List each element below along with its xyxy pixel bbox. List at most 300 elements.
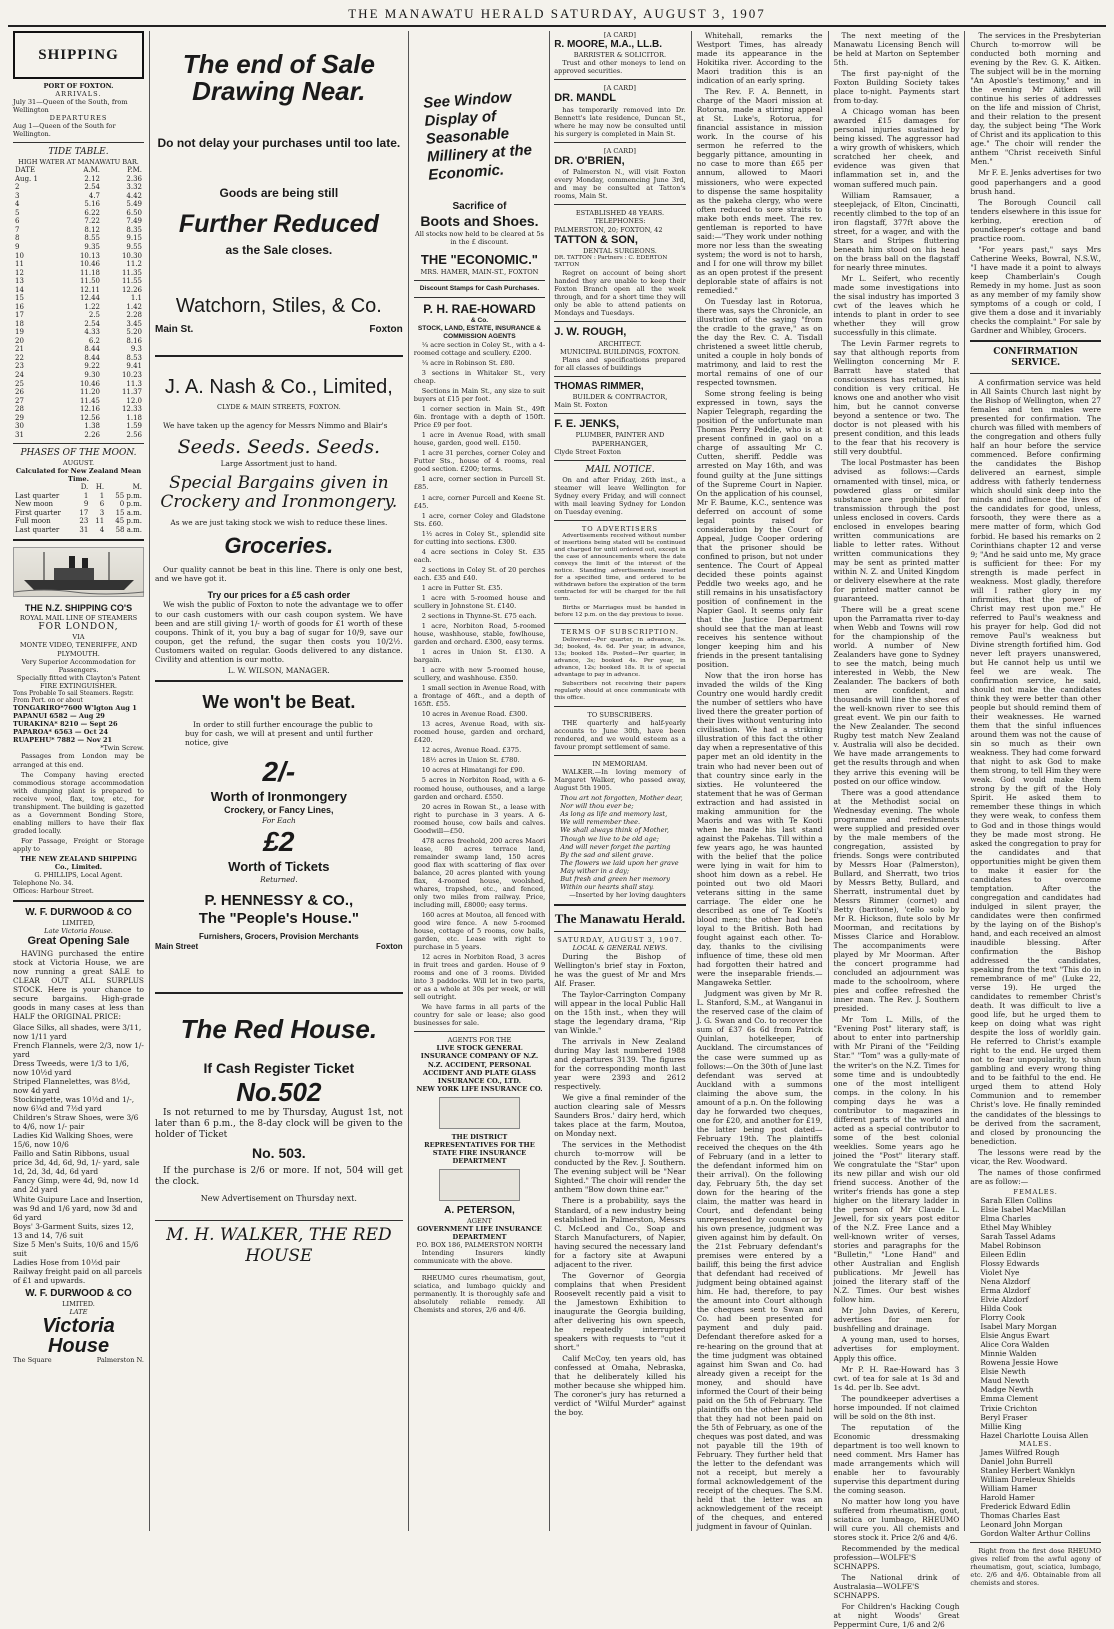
poem-line: The flowers we laid upon her grave xyxy=(560,858,679,867)
tide-row xyxy=(13,337,144,346)
tide-row xyxy=(13,311,144,320)
news-paragraph: Recommended by the medical profession—WOLFE'S SCHNAPPS. xyxy=(833,1544,960,1572)
worth-ironmongery: Worth of Ironmongery xyxy=(210,788,347,804)
listing-item: 3 sections in Whitaker St., very cheap. xyxy=(413,369,546,386)
jenks-addr: Clyde Street Foxton xyxy=(554,447,621,456)
tide-row xyxy=(13,405,144,414)
tide-date: 10 xyxy=(15,251,24,260)
poem-line: Thou art not forgotten, Mother dear, xyxy=(560,794,683,803)
herald-title: The Manawatu Herald. xyxy=(554,910,686,926)
news-paragraph: The services in the Methodist church to-morrow will be conducted by the Rev. J. Southern. The evening subject will be "Near Sighted." The choir will render the anthem "Bow down thine ear." xyxy=(554,1140,686,1195)
nz-shipping-sub2: FOR LONDON, xyxy=(38,622,119,633)
news-paragraph: Now that the iron horse has invaded the wilds of the King Country one would hardly credit the number of settlers who have lived there the greater portion of their lives without venturing into civilisation. We had a striking illustration of this fact the other day when a representative of this paper met an old identity in the train who had never been out of that country since early in the sixties. He volunteered the statement that he was of German extraction and had assisted in making ammunition for the Maoris and was with Te Kooti when he made his last stand against the Pakehas. Till within a few years ago, he was haunted with the belief that the police were lying in wait for him to shoot him down as a rebel. He pointed out two old Maori veterans sitting in the same carriage. The elder one he described as one of Te Kooti's blood men; the other had been loyal to the British. Both had fought against each other. To-day, thanks to the civilising influence of time, these old men had forgotten their hatred and were the inseparable friends.—Mangaweka Settler. xyxy=(696,671,823,988)
tide-pm: 2.36 xyxy=(126,174,142,183)
tide-date: 26 xyxy=(15,388,24,397)
tatton-name: TATTON & SON, xyxy=(554,233,638,246)
column-news-1 xyxy=(692,31,829,1531)
tide-col-header: A.M. xyxy=(83,166,101,175)
moon-value: 58 a.m. xyxy=(115,525,142,534)
tide-am: 8.12 xyxy=(84,225,101,234)
tide-pm: 9.55 xyxy=(126,243,142,251)
news-paragraph: Calif McCoy, ten years old, has confessed at Omaha, Nebraska, that he deliberately killed his mother because she whipped him. The coroner's jury has returned a verdict of "Wilful Murder" against the boy. xyxy=(554,1354,686,1418)
poem-line: But fresh and green her memory xyxy=(560,874,670,883)
confirmed-name: Stanley Herbert Wanklyn xyxy=(980,1465,1075,1475)
tide-pm: 9.3 xyxy=(130,345,142,354)
nash-name: J. A. Nash & Co., Limited, xyxy=(164,375,393,398)
listing-item: 1 acre in Futter St. £35. xyxy=(421,583,503,592)
listing-item: 1 corner section in Main St., 49ft 6in. frontage with a depth of 150ft. Price £9 per foot. xyxy=(413,405,546,430)
confirmed-name: Emma Clement xyxy=(980,1394,1038,1404)
tide-table xyxy=(13,166,144,439)
moon-value: 15 a.m. xyxy=(115,508,142,517)
confirmed-name: Madge Newth xyxy=(980,1385,1034,1395)
nz-via: VIA xyxy=(72,633,85,642)
confirmed-name: William Dureleux Shields xyxy=(980,1474,1076,1484)
confirmed-name: Florry Cook xyxy=(980,1313,1025,1323)
new-advertisement: New Advertisement on Thursday next. xyxy=(200,1194,357,1204)
moon-table xyxy=(13,483,144,534)
tide-am: 4.7 xyxy=(88,191,101,200)
hennessy-name: P. HENNESSY & CO., xyxy=(204,891,354,909)
tide-am: 1.38 xyxy=(84,422,101,431)
nz-text3: Passages from London may be arranged at this end. xyxy=(13,752,144,769)
news-paragraph: The reputation of the Economic dressmaking department is too well known to need comment. Mrs Hamer has made arrangements which will enable her to favourably supervise this department during the coming season. xyxy=(833,1422,960,1495)
listing-item: 18½ acres in Union St. £780. xyxy=(421,756,520,765)
confirmed-name: Ethel May Whibley xyxy=(980,1222,1052,1232)
moon-calc: Calculated for New Zealand Mean Time. xyxy=(15,467,142,484)
walker-red-house: M. H. WALKER, THE RED HOUSE xyxy=(155,1220,403,1266)
watchorn-name: Watchorn, Stiles, & Co. xyxy=(175,294,382,317)
poem-line: Though we live to be old age; xyxy=(560,834,659,843)
tide-pm: 1.42 xyxy=(126,302,142,311)
news-paragraph: Mr L. Seifert, who recently made some investigations into the sisal industry has imported 3 cwt of the leaves which he intends to plant in order to see whether they will grow successfully in this climate. xyxy=(833,273,960,337)
tide-row xyxy=(13,414,144,423)
listing-item: 1 acre in Avenue Road, with small house, garden, good well. £150. xyxy=(413,431,546,448)
opening-item: Glace Silks, all shades, were 3/11, now 1/11 yard xyxy=(13,1022,142,1041)
listing-item: 1 acre, corner Coley and Gladstone Sts. £60. xyxy=(413,511,546,528)
confirmed-name: William Hamer xyxy=(980,1483,1037,1493)
tatton-sub: DENTAL SURGEONS. xyxy=(583,246,657,255)
nz-sailing-row: PAPAROA* 6563 — Oct 24 xyxy=(13,728,109,737)
masthead: THE MANAWATU HERALD SATURDAY, AUGUST 3, 1907 xyxy=(8,6,1106,27)
nz-text1: Very Superior Accommodation for Passengers. xyxy=(21,657,136,674)
tide-col-header: P.M. xyxy=(127,166,142,175)
listing-item: 1 small section in Avenue Road, with a frontage of 46ft., and a depth of 165ft. £55. xyxy=(413,684,546,709)
rough-sub: ARCHITECT. xyxy=(598,339,642,348)
moon-value: 45 p.m. xyxy=(115,517,142,526)
poem-line: Within our hearts shall stay. xyxy=(560,882,654,891)
see-window-display: See Window Display of Seasonable Millinery at the Economic. xyxy=(422,88,533,184)
opening-item: Stockingette, was 10½d and 1/-, now 6¼d and 7½d yard xyxy=(13,1095,135,1114)
rimmer-sub: BUILDER & CONTRACTOR, xyxy=(572,393,668,401)
obrien-card: [A CARD] xyxy=(603,146,636,155)
tide-row xyxy=(13,294,144,303)
moon-col-header: D. xyxy=(80,483,89,492)
moon-value: 4 xyxy=(99,525,105,534)
peterson-agent: AGENT xyxy=(466,1216,492,1225)
tide-pm: 11.2 xyxy=(126,260,142,269)
moon-value: 11 xyxy=(95,517,105,526)
purchase-text: If the purchase is 2/6 or more. If not, 504 will get the clock. xyxy=(155,1166,403,1188)
column-shipping xyxy=(8,31,150,1531)
opening-item: Ladies Kid Walking Shoes, were 15/6, now 10/6 xyxy=(13,1131,134,1150)
terms-text: Delivered—Per quarter, in advance, 3s. 3d; booked, 4s. 6d. Per year, in advance, 13s; booked 18s. Posted—Per quarter, in advance, 3s; booked 4s. Per year, in advance, 12s; booked 18s. It is of special advantage to pay in advance. xyxy=(554,636,686,678)
tide-am: 11.45 xyxy=(79,396,101,405)
tide-am: 4.33 xyxy=(84,328,101,337)
news-paragraph: Whitehall, remarks the Westport Times, has already made its appearance in the Hokitika river. According to the Maori tradition this is an indication of an early spring. xyxy=(696,31,823,86)
listing-item: 1 acre, corner Purcell and Keene St. £45. xyxy=(413,493,546,510)
confirmation-heading: CONFIRMATION SERVICE. xyxy=(993,347,1079,368)
boots-shoes: Boots and Shoes. xyxy=(420,213,539,230)
listing-item: 5 acres in Norbiton Road, with a 6-roomed house, outhouses, and a large garden and orchard. £550. xyxy=(413,776,546,801)
moon-value: 1 xyxy=(99,491,105,500)
tide-date: 7 xyxy=(15,225,20,234)
accident-insurance: N.Z. ACCIDENT, PERSONAL ACCIDENT AND PLATE GLASS INSURANCE CO., LTD. xyxy=(422,1060,537,1085)
sacrifice-label: Sacrifice of xyxy=(452,201,507,212)
ticket-502: No.502 xyxy=(236,1076,322,1107)
durwood2-ltd: LIMITED. xyxy=(62,1300,95,1308)
tide-pm: 1.18 xyxy=(126,413,142,422)
tide-date: 5 xyxy=(15,208,20,217)
wont-beat-text: In order to still further encourage the public to buy for cash, we will at present and until further notice, give xyxy=(185,719,373,747)
advertisers-heading: TO ADVERTISERS xyxy=(581,524,658,533)
tide-date: 29 xyxy=(15,413,24,422)
tide-row xyxy=(13,397,144,406)
tide-date: 27 xyxy=(15,396,24,405)
tide-date: 31 xyxy=(15,430,24,439)
tide-pm: 8.16 xyxy=(126,336,142,345)
tide-date: 6 xyxy=(15,217,20,226)
local-news xyxy=(554,952,686,1418)
try-heading: Try our prices for a £5 cash order xyxy=(207,589,351,600)
moon-row xyxy=(13,509,144,518)
tide-date: 2 xyxy=(15,183,20,192)
moon-subheading: AUGUST. xyxy=(62,459,95,468)
nz-table-head: Tons Probable To sail Steamers. Regstr. From Port. on or about xyxy=(13,689,134,704)
tide-row xyxy=(13,277,144,286)
listing-item: 10 acres in Avenue Road. £300. xyxy=(421,710,528,719)
news-paragraph: William Ramsauer, a steeplejack, of Elton, Cincinatti, recently climbed to the top of an iron flagstaff, 377ft above the street, for a wager, and with the Stars and Stripes fluttering beneath him stood on his head on the brass ball on the flagstaff for nearly three minutes. xyxy=(833,190,960,272)
moon-row xyxy=(13,517,144,526)
tide-am: 9.22 xyxy=(84,362,101,371)
watchorn-main-st: Main St. xyxy=(155,324,194,336)
listing-item: 1 acre with 5-roomed house and scullery in Johnstone St. £140. xyxy=(413,593,546,610)
tide-am: 2.26 xyxy=(84,430,101,439)
tide-am: 8.44 xyxy=(84,345,101,354)
tide-pm: 3.32 xyxy=(126,183,142,192)
news-paragraph: The first pay-night of the Foxton Building Society takes place to-night. Payments start from to-day. xyxy=(833,69,960,106)
tide-am: 1.22 xyxy=(84,302,101,311)
confirmed-name: Erma Alzdorf xyxy=(980,1286,1031,1296)
live-stock-insurance: LIVE STOCK GENERAL INSURANCE COMPANY OF N.Z. xyxy=(420,1044,539,1061)
poem-line: We will remember thee. xyxy=(560,818,641,827)
confirmed-name: Violet Nye xyxy=(980,1268,1020,1278)
nz-text2: Specially fitted with Clayton's Patent FIRE EXTINGUISHER. xyxy=(16,673,141,690)
opening-item: Dress Tweeds, were 1/3 to 1/6, now 10½d yard xyxy=(13,1059,129,1078)
news-paragraph: The National drink of Australasia—WOLFE'S SCHNAPPS. xyxy=(833,1573,960,1601)
tide-date: 17 xyxy=(15,311,24,320)
herald-date: SATURDAY, AUGUST 3, 1907. xyxy=(557,935,683,944)
jenks-sub: PLUMBER, PAINTER AND PAPERHANGER, xyxy=(575,431,665,448)
tide-col-header: DATE xyxy=(15,166,36,175)
square-label: The Square xyxy=(13,1356,52,1365)
opening-sale-heading: Great Opening Sale xyxy=(27,935,130,948)
nz-agent: G. PHILLIPS, Local Agent. xyxy=(34,870,123,879)
moon-value: 9 xyxy=(83,500,89,509)
tide-pm: 12.0 xyxy=(126,396,142,405)
column-economic xyxy=(414,31,551,1531)
moon-col-header: M. xyxy=(132,483,142,492)
listing-item: ¼ acre section in Coley St., with a 4-roomed cottage and scullery. £200. xyxy=(413,340,546,357)
rae-howard-sub: STOCK, LAND, ESTATE, INSURANCE & COMMISSION AGENTS xyxy=(417,324,541,340)
confirmed-name: Leonard John Morgan xyxy=(980,1519,1063,1529)
tide-row xyxy=(13,175,144,184)
news-paragraph: No matter how long you have suffered from rheumatism, gout, sciatica or lumbago, RHEUMO will cure you. All chemists and stores stock it. Price 2/6 and 4/6. xyxy=(833,1496,960,1543)
obrien-text: of Palmerston N., will visit Foxton every Monday, commencing June 3rd, and may be consulted at Tatton's rooms, Main St. xyxy=(554,168,686,201)
news-paragraph: A Chicago woman has been awarded £15 damages for personal injuries sustained by being kissed. The aggressor had a wiry growth of whiskers, which scratched her cheek, and evidence was given that inflammation set in, and the woman suffered much pain. xyxy=(833,107,960,189)
durwood-late: Late Victoria House. xyxy=(44,927,113,936)
confirmed-name: Gordon Walter Arthur Collins xyxy=(980,1528,1091,1538)
opening-text: HAVING purchased the entire stock at Victoria House, we are now running a great SALE to CLEAR OUT ALL SURPLUS STOCK. Here is your chance to secure bargains. High-grade goods in many cases at less than HALF the ORIGINAL PRICE: xyxy=(13,948,144,1021)
column-news-3 xyxy=(965,31,1106,1588)
news-paragraph: We give a final reminder of the auction clearing sale of Messrs Saunders Bros.' dairy herd, which takes place at the farm, Moutoa, on Monday next. xyxy=(554,1093,686,1139)
moon-phase: Last quarter xyxy=(15,525,60,534)
opening-items xyxy=(13,1023,144,1285)
moon-value: 31 xyxy=(79,525,89,534)
moon-value: 23 xyxy=(79,517,89,526)
confirmed-name: Elvie Alzdorf xyxy=(980,1295,1029,1305)
advertisers-text2: Births or Marriages must be handed in before 12 p.m. on the day previous to issue. xyxy=(554,605,686,619)
steamship-illustration xyxy=(13,547,144,597)
moon-row xyxy=(13,492,144,501)
victoria-label: Victoria xyxy=(42,1315,115,1338)
tide-row xyxy=(13,243,144,252)
listing-item: 2 sections in Thynne-St. £75 each. xyxy=(421,611,537,620)
column-three xyxy=(409,31,692,1531)
opening-item: French Flannels, were 2/3, now 1/- yard xyxy=(13,1040,144,1059)
nz-twin: *Twin Screw. xyxy=(100,744,144,753)
poem-line: May wither in a day; xyxy=(560,866,630,875)
mail-notice-text: On and after Friday, 26th inst., a steamer will leave Wellington for Sydney every Friday, and will connect with mail leaving Sydney for London on Tuesday evening. xyxy=(554,475,686,516)
moon-value: 55 p.m. xyxy=(115,491,142,500)
tide-row xyxy=(13,209,144,218)
tide-row xyxy=(13,303,144,312)
listing-item: 2 sections in Coley St. of 20 perches each. £35 and £40. xyxy=(413,565,546,582)
confirmed-name: Rowena Jessie Howe xyxy=(980,1358,1059,1368)
tide-am: 9.30 xyxy=(84,370,101,379)
tide-am: 11.18 xyxy=(79,268,101,277)
confirmed-name: Minnie Walden xyxy=(980,1349,1037,1359)
for-each: For Each xyxy=(261,815,296,825)
opening-item: Faillo and Satin Ribbons, usual price 3d, 4d, 6d, 9d, 1/- yard, sale 1d, 2d, 3d, 4d, 6d yard xyxy=(13,1149,140,1177)
tide-row xyxy=(13,388,144,397)
late-label: LATE xyxy=(69,1308,88,1317)
tide-date: 30 xyxy=(15,422,24,431)
tide-pm: 10.30 xyxy=(121,251,142,260)
worth-tickets: Worth of Tickets xyxy=(228,858,330,874)
further-reduced: Further Reduced xyxy=(178,209,379,238)
coat-of-arms-illustration-2 xyxy=(439,1169,520,1201)
tide-pm: 2.56 xyxy=(126,430,142,439)
subscribers-note: Subscribers not receiving their papers regularly should at once communicate with this office. xyxy=(554,680,686,701)
poem-line: We shall always think of Mother, xyxy=(560,826,670,835)
listing-item: 1 acres in Union St. £130. A bargain. xyxy=(413,648,546,665)
tide-row xyxy=(13,320,144,329)
tide-date: 9 xyxy=(15,243,20,251)
tide-date: 21 xyxy=(15,345,24,354)
rough-addr: MUNICIPAL BUILDINGS, FOXTON. xyxy=(559,347,680,356)
listing-item: 12 acres, Avenue Road. £375. xyxy=(421,746,522,755)
rough-text: Plans and specifications prepared for all classes of buildings xyxy=(554,355,686,372)
wilson-manager: L. W. WILSON, MANAGER. xyxy=(227,665,330,675)
nz-office: Offices: Harbour Street. xyxy=(13,886,94,895)
confirmed-name: Sarah Tassel Adams xyxy=(980,1231,1056,1241)
confirmed-name: Sarah Ellen Collins xyxy=(980,1195,1053,1205)
terms-heading: TERMS OF SUBSCRIPTION. xyxy=(560,628,679,637)
poem-line: And will never forget the parting xyxy=(560,842,671,851)
listing-item: 478 acres freehold, 200 acres Maori lease, 80 acres terrace land, remainder swamp land, 150 acres good flax with scattering of flax over balance, 20 acres planted with young flax, 4-roomed house, woolshed, whares, trapshed, etc., and fenced, only two miles from railway. Price, including mill, £8000; easy terms. xyxy=(413,836,546,909)
news-paragraph: The arrivals in New Zealand during May last numbered 1988 and departures 3139. The figures for the corresponding month last year were 2393 and 2612 respectively. xyxy=(554,1036,686,1092)
nz-text5: For Passage, Freight or Storage apply to xyxy=(13,836,144,853)
news-paragraph: The Rev. F. A. Bennett, in charge of the Maori mission at Rotorua, made a stirring appeal at St. Luke's, Rotorua, for financial assistance in mission work. In the course of his sermon he referred to the beggarly pittance, amounting in no case to more than £65 per annum, allowed to Maori missioners, who were expected to dispense the same hospitality as the pakeha clergy, who were often reduced to sore straits to make both ends meet. The rev. gentleman is reported to have said:—"They work under nothing more nor less than the sweating system; the word is not to harsh, and I for one will throw my billet as an open protest if the present deplorable state of affairs is not remedied." xyxy=(696,87,823,295)
tide-pm: 8.35 xyxy=(126,225,142,234)
listing-item: 1½ acres in Coley St., splendid site for cutting into sections. £300. xyxy=(413,529,546,546)
intending-insurers: Intending Insurers kindly communicate with the above. xyxy=(413,1249,546,1266)
to-subscribers-text: THE quarterly and half-yearly accounts to June 30th, have been rendered, and we would esteem as a favour prompt settlement of same. xyxy=(554,719,686,752)
confirmed-name: Eileen Edlin xyxy=(980,1249,1026,1259)
govt-life: GOVERNMENT LIFE INSURANCE DEPARTMENT xyxy=(417,1224,542,1241)
tide-date: 11 xyxy=(15,260,24,269)
confirmed-name: Millie King xyxy=(980,1421,1022,1431)
confirmed-name: Beryl Fraser xyxy=(980,1412,1028,1422)
tide-am: 12.11 xyxy=(79,285,101,294)
opening-item: Boys' 3-Garment Suits, sizes 12, 13 and 14, 7/6 suit xyxy=(13,1221,134,1240)
tide-date: 23 xyxy=(15,362,24,371)
news-paragraph: There will be a great scene upon the Parramatta river to-day when Webb and Towns will row for the championship of the world. A number of New Zealanders have gone to Sydney to see the match, being much interested in Webb, the New Zealander. The backers of both men are confident, and thousands will line the shores of the well-known river to see this great event. We pin our faith to the New Zealander. The second Rugby test match New Zealand v. Australia will also be decided. We have made arrangements to get the results through and when they arrive this evening will be posted on our office window. xyxy=(833,604,960,786)
confirmed-name: Daniel John Burrell xyxy=(980,1456,1053,1466)
tide-am: 12.16 xyxy=(79,405,101,414)
ticket-503: No. 503. xyxy=(252,1145,306,1162)
moon-phase: New moon xyxy=(15,500,54,509)
tide-date: 25 xyxy=(15,379,24,388)
confirmed-name: Flossy Edwards xyxy=(980,1259,1040,1268)
tide-date: 28 xyxy=(15,405,24,414)
news-paragraph: The Governor of Georgia complains that when President Roosevelt recently paid a visit to the Jamestown Exhibition to inaugurate the Georgia building, after delivering his own speech, he repeatedly interrupted speakers with requests to "cut it short." xyxy=(554,1270,686,1352)
confirmed-name: Isabel Mary Morgan xyxy=(980,1322,1057,1332)
nz-tel: Telephone No. 34. xyxy=(13,878,74,887)
tide-am: 10.46 xyxy=(79,260,101,269)
tide-pm: 11.35 xyxy=(121,268,142,277)
tide-date: 24 xyxy=(15,370,24,379)
tatton-partners: DR. TATTON : Partners : C. EDERTON TATTON xyxy=(554,254,668,269)
tide-row xyxy=(13,380,144,389)
column-news-2 xyxy=(829,31,966,1629)
listing-item: ¼ acre in Robinson St. £80. xyxy=(421,359,515,368)
tide-pm: 7.49 xyxy=(126,217,142,226)
delay-text: Do not delay your purchases until too late. xyxy=(157,135,401,150)
news-paragraph: Mr P. H. Rae-Howard has 3 cwt. of tea for sale at 1s 3d and 1s 4d. per lb. See advt. xyxy=(833,1364,960,1392)
agents-for: AGENTS FOR THE xyxy=(447,1036,512,1045)
try-text: We wish the public of Foxton to note the advantage we to offer to our cash customers with our cash coupon system. We have been and are still giving 1/- worth of goods for £1 worth of these coupons. Think of it, you buy a bag of sugar for 10/9, save our coupon, get the refund, the sugar then costs you 10/2½. Customers waited on regular. Goods delivered to any distance. Civility and attention is our motto. xyxy=(155,600,403,664)
news-paragraph: The poundkeeper advertises a horse impounded. If not claimed will be sold on the 8th inst. xyxy=(833,1393,960,1421)
news-paragraph: Mr F. E. Jenks advertises for two good paperhangers and a good brush hand. xyxy=(970,168,1102,196)
end-sale-heading: The end of Sale Drawing Near. xyxy=(182,49,375,107)
moore-card: [A CARD] xyxy=(603,31,636,39)
tide-row xyxy=(13,362,144,371)
tide-row xyxy=(13,183,144,192)
females-heading: FEMALES. xyxy=(1013,1187,1058,1196)
economic-name: THE "ECONOMIC." xyxy=(420,252,538,268)
tide-pm: 5.49 xyxy=(126,200,142,209)
nz-sailings xyxy=(13,704,144,744)
rae-howard-co: & Co. xyxy=(470,316,489,324)
tide-pm: 9.15 xyxy=(126,234,142,243)
news-paragraph: The services in the Presbyterian Church to-morrow will be conducted both morning and evening by the Rev. G. K. Aitken. The subject will be in the morning "An Apostle's testimony," and in the evening Mr Aitken will continue his series of addresses on the life and mission of Christ, and their relation to the present day, the subject being "The Work of Christ and its application to this age." The choir will render the anthem "Christ receiveth Sinful Men." xyxy=(970,31,1102,167)
mandl-name: DR. MANDL xyxy=(554,92,616,105)
tide-am: 2.5 xyxy=(88,311,101,320)
tide-am: 9.35 xyxy=(84,243,101,251)
tide-am: 2.54 xyxy=(84,183,101,192)
listing-item: 10 acres at Himatangi for £90. xyxy=(421,766,525,775)
mail-notice-heading: MAIL NOTICE. xyxy=(585,464,655,475)
tide-am: 12.44 xyxy=(79,294,101,303)
tide-am: 5.16 xyxy=(84,200,101,209)
new-york-life: NEW YORK LIFE INSURANCE CO. xyxy=(416,1084,543,1093)
moore-text: Trust and other moneys to lend on approved securities. xyxy=(554,59,686,76)
memoriam-inserted: —Inserted by her loving daughters xyxy=(569,890,686,899)
rimmer-addr: Main St. Foxton xyxy=(554,401,608,410)
tide-date: 16 xyxy=(15,302,24,311)
crockery-lines: Crockery, or Fancy Lines, xyxy=(224,804,334,815)
moon-phase: Last quarter xyxy=(15,491,60,500)
departures-text: Aug 1—Queen of the South for Wellington. xyxy=(13,122,116,139)
tide-date: Aug. 1 xyxy=(15,174,38,183)
tide-pm: 6.50 xyxy=(126,208,142,217)
listing-item: 4 acre sections in Coley St. £35 each. xyxy=(413,547,546,564)
tide-row xyxy=(13,217,144,226)
nz-sailing-row: TURAKINA* 8210 — Sept 26 xyxy=(13,720,118,729)
tide-row xyxy=(13,192,144,201)
news-paragraph: The next meeting of the Manawatu Licensing Bench will be held at Marton on September 5th. xyxy=(833,31,960,68)
moore-name: R. MOORE, M.A., LL.B. xyxy=(554,39,662,51)
tide-am: 12.56 xyxy=(79,413,101,422)
tide-am: 10.13 xyxy=(79,251,101,260)
news-paragraph: There is a probability, says the Standard, of a new industry being established in Palmerston, Messrs C. McLeod and Co., Soap and Starch Manufacturers, of Napier, having secured the necessary land for a factory site at Awapuni adjacent to the river. xyxy=(554,1196,686,1269)
durwood-heading: W. F. DURWOOD & CO xyxy=(25,907,132,918)
news-paragraph: The Levin Farmer regrets to say that although reports from Wellington concerning Mr F. Barratt have stated that consciousness has returned, his condition is very critical. He knows one and another who visit him, but he cannot converse beyond a sentence or two. The doctor is not pleased with his present condition, and this leads to the fear that his recovery is still very doubtful. xyxy=(833,339,960,457)
tide-am: 2.12 xyxy=(84,174,101,183)
local-news-heading: LOCAL & GENERAL NEWS. xyxy=(572,943,668,952)
nz-route: MONTE VIDEO, TENERIFFE, AND PLYMOUTH. xyxy=(19,641,138,658)
confirmed-name: Hilda Cook xyxy=(980,1304,1023,1314)
opening-item: Fancy Gimp, were 4d, 9d, now 1d and 2d yard xyxy=(13,1176,139,1195)
ticket-heading: If Cash Register Ticket xyxy=(203,1059,355,1076)
large-assortment: Large Assortment just to hand. xyxy=(220,459,338,469)
tide-pm: 12.26 xyxy=(121,285,142,294)
news-paragraph: Mr John Davies, of Kereru, advertises for men for bushfelling and drainage. xyxy=(833,1306,960,1334)
opening-item: Striped Flannelettes, was 8½d, now 4d yard xyxy=(13,1077,131,1096)
rough-name: J. W. ROUGH, xyxy=(554,326,627,339)
moon-row xyxy=(13,500,144,509)
moon-value: 0 p.m. xyxy=(119,500,142,509)
furnishers-line: Furnishers, Grocers, Provision Merchants xyxy=(199,932,359,942)
seeds-heading: Seeds. Seeds. Seeds. xyxy=(177,436,381,458)
po-box: P.O. BOX 186, PALMERSTON NORTH xyxy=(416,1241,543,1250)
confirmed-name: Alice Cora Walden xyxy=(980,1340,1050,1350)
moon-value: 1 xyxy=(83,491,89,500)
moon-phase: Full moon xyxy=(15,517,51,526)
durwood2-heading: W. F. DURWOOD & CO xyxy=(25,1287,132,1299)
